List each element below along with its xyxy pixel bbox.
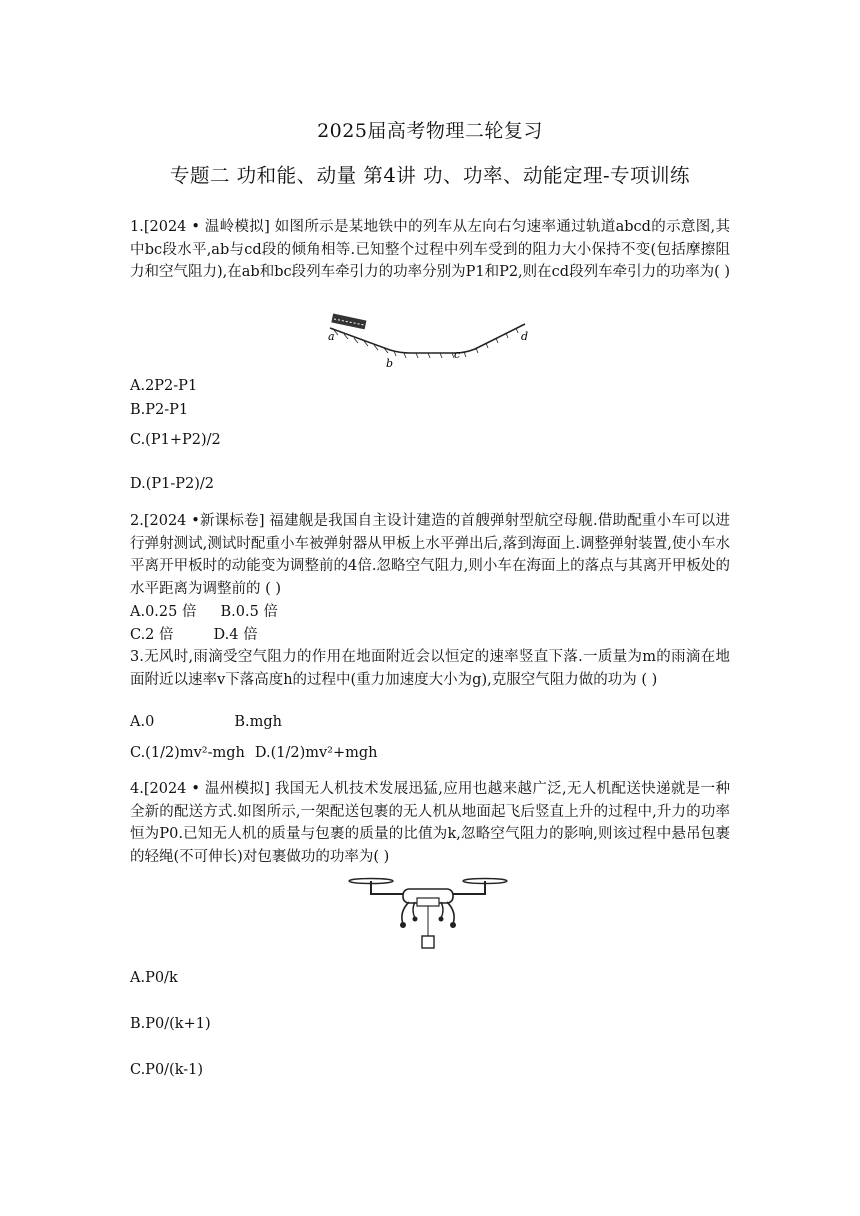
label-c: c (454, 348, 461, 361)
q1-option-b: B.P2-P1 (130, 402, 189, 418)
question-2-text: 2.[2024 •新课标卷] 福建舰是我国自主设计建造的首艘弹射型航空母舰.借助配重小车可以进行弹射测试,测试时配重小车被弹射器从甲板上水平弹出后,落到海面上.调整弹射装置,使小车水平离开甲板时的动能变为调整前的4倍.忽略空气阻力,则小车在海面上的落点与其离开甲板处的水平距离为调整前的 ( ) (130, 513, 730, 597)
q4-option-b: B.P0/(k+1) (130, 1016, 211, 1032)
q4-option-c: C.P0/(k-1) (130, 1062, 204, 1078)
q3-option-a-b (130, 714, 282, 730)
label-d: d (521, 330, 529, 343)
question-3-text: 3.无风时,雨滴受空气阻力的作用在地面附近会以恒定的速率竖直下落.一质量为m的雨滴在地面附近以速率v下落高度h的过程中(重力加速度大小为g),克服空气阻力做的功为 ( ) (130, 649, 730, 688)
q1-option-d: D.(P1-P2)/2 (130, 476, 215, 492)
label-a: a (328, 330, 335, 343)
document-title: 2025届高考物理二轮复习 (317, 120, 543, 142)
train-figure (331, 314, 366, 330)
track-diagram (320, 310, 540, 372)
q2-option-b: B.0.5 倍 (220, 604, 278, 620)
q3-option-a: A.0 (130, 714, 155, 730)
label-b: b (386, 357, 394, 370)
drone-diagram (345, 872, 511, 954)
question-4-text: 4.[2024 • 温州模拟] 我国无人机技术发展迅猛,应用也越来越广泛,无人机配送快递就是一种全新的配送方式.如图所示,一架配送包裹的无人机从地面起飞后竖直上升的过程中,升力的功率恒为P0.已知无人机的质量与包裹的质量的比值为k,忽略空气阻力的影响,则该过程中悬吊包裹的轻绳(不可伸长)对包裹做功的功率为( ) (130, 781, 730, 865)
q4-option-a: A.P0/k (130, 970, 178, 986)
q1-option-c: C.(P1+P2)/2 (130, 432, 221, 448)
q3-option-d: D.(1/2)mv²+mgh (254, 745, 378, 761)
q2-option-c-d (130, 623, 258, 644)
question-1-text: 1.[2024 • 温岭模拟] 如图所示是某地铁中的列车从左向右匀速率通过轨道abcd的示意图,其中bc段水平,ab与cd段的倾角相等.已知整个过程中列车受到的阻力大小保持不变(包括摩擦阻力和空气阻力),在ab和bc段列车牵引力的功率分别为P1和P2,则在cd段列车牵引力的功率为( ) (130, 219, 730, 280)
q1-option-a: A.2P2-P1 (130, 378, 198, 394)
q3-option-c-d (130, 745, 378, 761)
track-line (330, 324, 525, 353)
q2-option-a: A.0.25 倍 (130, 604, 197, 620)
q2-option-a-b (130, 600, 278, 621)
q2-option-d: D.4 倍 (213, 627, 258, 643)
document-subtitle: 专题二 功和能、动量 第4讲 功、功率、动能定理-专项训练 (169, 164, 691, 187)
q2-option-c: C.2 倍 (130, 627, 174, 643)
q3-option-c: C.(1/2)mv²-mgh (130, 745, 245, 761)
q3-option-b: B.mgh (234, 714, 282, 730)
